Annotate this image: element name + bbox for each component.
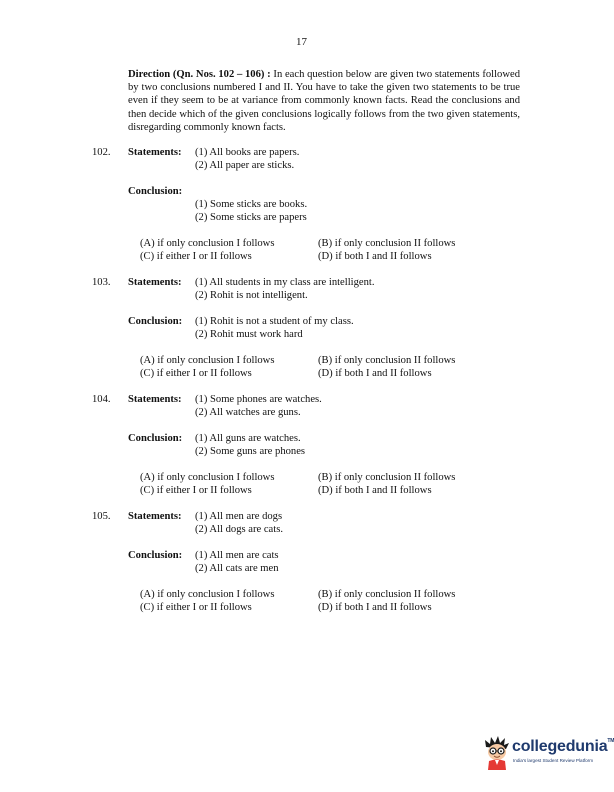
statement-1: (1) Some phones are watches. — [195, 394, 322, 405]
collegedunia-logo[interactable] — [482, 735, 614, 775]
question-number: 105. — [92, 511, 111, 522]
option-a[interactable]: (A) if only conclusion I follows — [140, 589, 275, 600]
option-b[interactable]: (B) if only conclusion II follows — [318, 589, 456, 600]
question-number: 102. — [92, 147, 111, 158]
option-b[interactable]: (B) if only conclusion II follows — [318, 472, 456, 483]
option-d[interactable]: (D) if both I and II follows — [318, 368, 432, 379]
option-b[interactable]: (B) if only conclusion II follows — [318, 355, 456, 366]
statement-1: (1) All men are dogs — [195, 511, 283, 522]
conclusion-1: (1) All men are cats — [195, 550, 279, 561]
statements-label: Statements: — [128, 147, 182, 158]
option-a[interactable]: (A) if only conclusion I follows — [140, 472, 275, 483]
option-c[interactable]: (C) if either I or II follows — [140, 368, 252, 379]
conclusion-2: (2) Some sticks are papers — [195, 212, 307, 223]
direction-label: Direction (Qn. Nos. 102 – 106) : — [128, 69, 271, 80]
logo-tagline: India's largest Student Review Platform — [513, 758, 594, 763]
conclusion-1: (1) All guns are watches. — [195, 433, 301, 444]
option-d[interactable]: (D) if both I and II follows — [318, 251, 432, 262]
option-c[interactable]: (C) if either I or II follows — [140, 251, 252, 262]
statements-label: Statements: — [128, 511, 182, 522]
conclusion-label: Conclusion: — [128, 550, 183, 561]
conclusion-label: Conclusion: — [128, 186, 183, 197]
question-number: 103. — [92, 277, 111, 288]
option-c[interactable]: (C) if either I or II follows — [140, 485, 252, 496]
statement-1: (1) All students in my class are intelligent. — [195, 277, 375, 288]
trademark-symbol: TM — [607, 738, 614, 744]
statement-2: (2) Rohit is not intelligent. — [195, 290, 308, 301]
student-mascot-icon — [482, 735, 512, 771]
option-c[interactable]: (C) if either I or II follows — [140, 602, 252, 613]
conclusion-2: (2) All cats are men — [195, 563, 279, 574]
conclusion-1: (1) Some sticks are books. — [195, 199, 308, 210]
conclusion-label: Conclusion: — [128, 433, 183, 444]
statement-2: (2) All watches are guns. — [195, 407, 301, 418]
option-a[interactable]: (A) if only conclusion I follows — [140, 355, 275, 366]
direction-paragraph — [128, 68, 520, 134]
statement-1: (1) All books are papers. — [195, 147, 300, 158]
conclusion-1: (1) Rohit is not a student of my class. — [195, 316, 354, 327]
question-number: 104. — [92, 394, 111, 405]
option-d[interactable]: (D) if both I and II follows — [318, 602, 432, 613]
statement-2: (2) All paper are sticks. — [195, 160, 295, 171]
statement-2: (2) All dogs are cats. — [195, 524, 283, 535]
option-d[interactable]: (D) if both I and II follows — [318, 485, 432, 496]
conclusion-label: Conclusion: — [128, 316, 183, 327]
conclusion-2: (2) Rohit must work hard — [195, 329, 303, 340]
direction-text: In each question below are given two statements followed by two conclusions numbered I and II. You have to take the given two statements to be true even if they seem to be at variance from commonly known facts. Read the conclusions and then decide which of the given conclusions logically follows from the two given statements, disregarding commonly known facts. — [128, 69, 520, 133]
conclusion-2: (2) Some guns are phones — [195, 446, 306, 457]
option-a[interactable]: (A) if only conclusion I follows — [140, 238, 275, 249]
page-number: 17 — [296, 36, 307, 48]
option-b[interactable]: (B) if only conclusion II follows — [318, 238, 456, 249]
statements-label: Statements: — [128, 394, 182, 405]
statements-label: Statements: — [128, 277, 182, 288]
logo-wordmark: collegedunia™ — [512, 738, 614, 755]
